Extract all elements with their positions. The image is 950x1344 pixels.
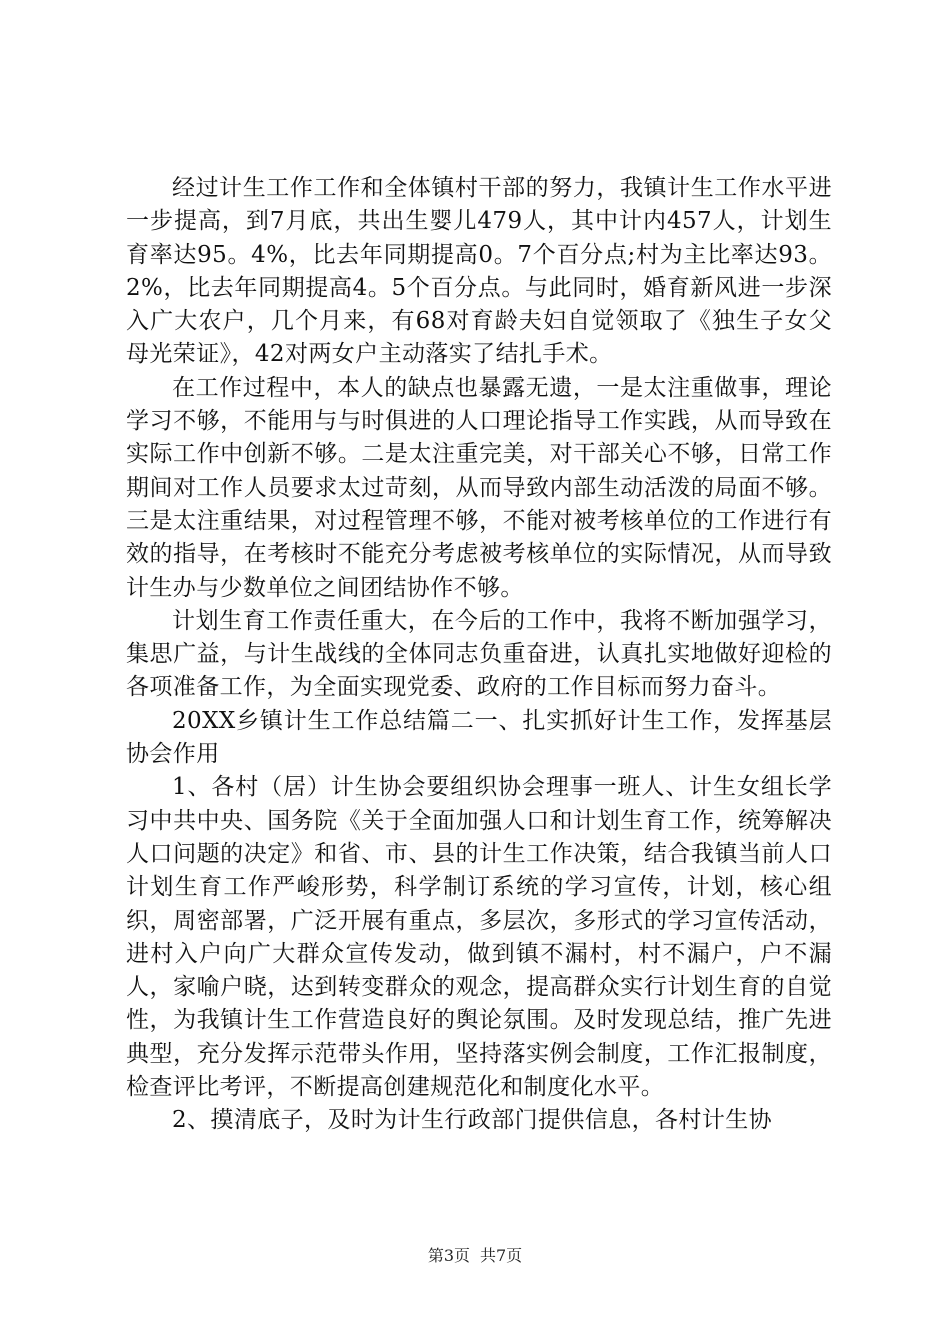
page-number: 第3页 [427, 1246, 470, 1265]
paragraph-section-heading: 20XX乡镇计生工作总结篇二一、扎实抓好计生工作，发挥基层协会作用 [126, 707, 832, 768]
paragraph-item-1: 1、各村（居）计生协会要组织协会理事一班人、计生女组长学习中共中央、国务院《关于全面加强人口和计划生育工作，统筹解决人口问题的决定》和省、市、县的计生工作决策，结合我镇当前人口计划生育工作严峻形势，科学制订系统的学习宣传，计划，核心组织，周密部署，广泛开展有重点，多层次，多形式的学习宣传活动，进村入户向广大群众宣传发动，做到镇不漏村，村不漏户，户不漏人，家喻户晓，达到转变群众的观念，提高群众实行计划生育的自觉性，为我镇计生工作营造良好的舆论氛围。及时发现总结，推广先进典型，充分发挥示范带头作用，坚持落实例会制度，工作汇报制度，检查评比考评，不断提高创建规范化和制度化水平。 [126, 774, 832, 1101]
page-total: 共7页 [480, 1246, 523, 1265]
document-body [126, 172, 832, 1138]
paragraph-shortcomings: 在工作过程中，本人的缺点也暴露无遗，一是太注重做事，理论学习不够，不能用与与时俱进的人口理论指导工作实践，从而导致在实际工作中创新不够。二是太注重完美，对干部关心不够，日常工作期间对工作人员要求太过苛刻，从而导致内部生动活泼的局面不够。三是太注重结果，对过程管理不够，不能对被考核单位的工作进行有效的指导，在考核时不能充分考虑被考核单位的实际情况，从而导致计生办与少数单位之间团结协作不够。 [126, 374, 832, 601]
paragraph-birth-statistics: 经过计生工作工作和全体镇村干部的努力，我镇计生工作水平进一步提高，到7月底，共出生婴儿479人，其中计内457人，计划生育率达95。4%，比去年同期提高0。7个百分点;村为主比率达93。2%，比去年同期提高4。5个百分点。与此同时，婚育新风进一步深入广大农户，几个月来，有68对育龄夫妇自觉领取了《独生子女父母光荣证》，42对两女户主动落实了结扎手术。 [126, 175, 832, 368]
paragraph-item-2: 2、摸清底子，及时为计生行政部门提供信息，各村计生协 [172, 1107, 773, 1134]
page-footer [0, 1245, 950, 1267]
paragraph-future-work: 计划生育工作责任重大，在今后的工作中，我将不断加强学习，集思广益，与计生战线的全体同志负重奋进，认真扎实地做好迎检的各项准备工作，为全面实现党委、政府的工作目标而努力奋斗。 [126, 607, 832, 701]
